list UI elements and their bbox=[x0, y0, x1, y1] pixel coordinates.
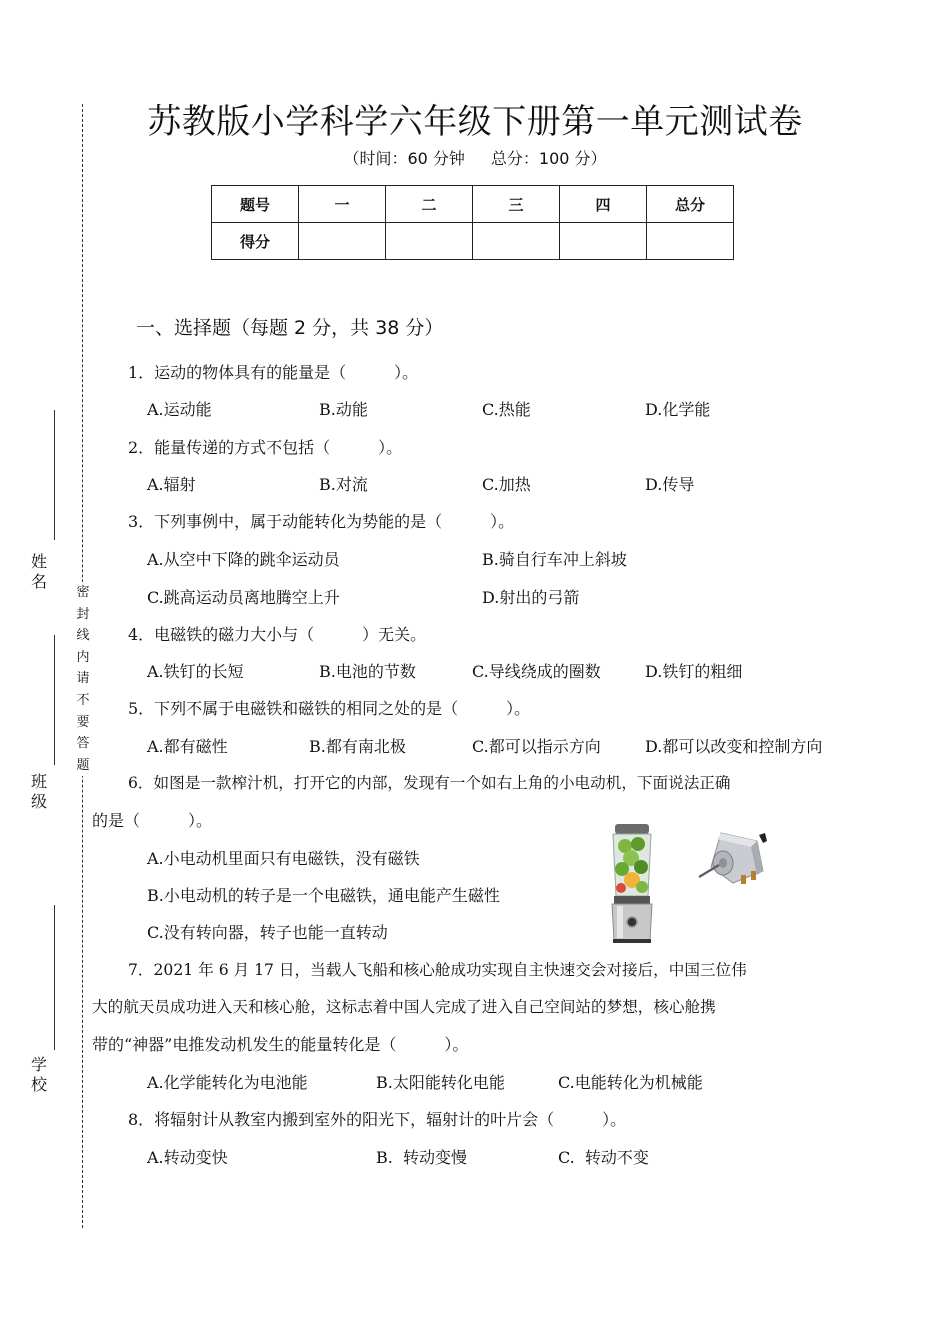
name-field-line[interactable] bbox=[54, 410, 55, 540]
question-5-option-a[interactable]: A.都有磁性 bbox=[147, 737, 228, 756]
score-input-cell[interactable] bbox=[299, 223, 386, 260]
question-2-option-c[interactable]: C.加热 bbox=[482, 475, 531, 494]
question-5-stem: 5．下列不属于电磁铁和磁铁的相同之处的是（ ）。 bbox=[128, 699, 531, 718]
question-2-option-b[interactable]: B.对流 bbox=[319, 475, 368, 494]
seal-char: 密 bbox=[76, 585, 90, 600]
question-4-option-d[interactable]: D.铁钉的粗细 bbox=[645, 662, 743, 681]
question-1-option-c[interactable]: C.热能 bbox=[482, 400, 531, 419]
question-5-option-d[interactable]: D.都可以改变和控制方向 bbox=[645, 737, 823, 756]
motor-bearing bbox=[719, 858, 727, 868]
question-3-option-a[interactable]: A.从空中下降的跳伞运动员 bbox=[147, 550, 340, 569]
question-1-option-b[interactable]: B.动能 bbox=[319, 400, 368, 419]
name-label bbox=[28, 552, 50, 592]
question-7-stem-line2: 大的航天员成功进入天和核心舱，这标志着中国人完成了进入自己空间站的梦想，核心舱携 bbox=[92, 998, 716, 1016]
seal-notice bbox=[74, 582, 92, 776]
question-1-option-d[interactable]: D.化学能 bbox=[645, 400, 711, 419]
question-5-option-b[interactable]: B.都有南北极 bbox=[309, 737, 406, 756]
score-table-header-cell: 题号 bbox=[212, 186, 299, 223]
juicer-collar bbox=[614, 896, 650, 904]
score-label-cell: 得分 bbox=[212, 223, 299, 260]
binding-margin bbox=[0, 0, 110, 1344]
exam-total: 总分：100 分） bbox=[490, 149, 607, 168]
question-7-stem-line1: 7．2021 年 6 月 17 日，当载人飞船和核心舱成功实现自主快速交会对接后，中国三位伟 bbox=[128, 961, 747, 979]
question-8-option-c[interactable]: C. 转动不变 bbox=[558, 1148, 649, 1167]
motor-terminal bbox=[741, 875, 746, 884]
seal-char: 线 bbox=[76, 628, 90, 644]
section-heading: 一、选择题（每题 2 分，共 38 分） bbox=[136, 317, 444, 339]
score-table-header-cell: 三 bbox=[473, 186, 560, 223]
question-8-option-b[interactable]: B. 转动变慢 bbox=[376, 1148, 468, 1167]
juicer-lid bbox=[615, 824, 649, 834]
motor-image bbox=[693, 827, 771, 893]
school-field-line[interactable] bbox=[54, 905, 55, 1050]
name-label-char: 姓 bbox=[30, 552, 47, 571]
juicer-image bbox=[605, 822, 661, 944]
fruit bbox=[634, 860, 648, 874]
question-6-option-a[interactable]: A.小电动机里面只有电磁铁，没有磁铁 bbox=[147, 849, 420, 868]
base-highlight bbox=[617, 906, 623, 938]
motor-terminal bbox=[751, 871, 756, 880]
question-3-option-d[interactable]: D.射出的弓箭 bbox=[482, 588, 580, 607]
question-7-option-a[interactable]: A.化学能转化为电池能 bbox=[147, 1073, 308, 1092]
name-label-char: 名 bbox=[30, 572, 47, 591]
question-4-option-b[interactable]: B.电池的节数 bbox=[319, 662, 416, 681]
question-7-option-b[interactable]: B.太阳能转化电能 bbox=[376, 1073, 505, 1092]
question-6-option-c[interactable]: C.没有转向器，转子也能一直转动 bbox=[147, 923, 388, 942]
seal-char: 答 bbox=[76, 736, 90, 752]
question-4-stem: 4．电磁铁的磁力大小与（ ）无关。 bbox=[128, 625, 427, 644]
school-label-char: 学 bbox=[30, 1055, 47, 1074]
score-input-cell[interactable] bbox=[560, 223, 647, 260]
question-6-option-b[interactable]: B.小电动机的转子是一个电磁铁，通电能产生磁性 bbox=[147, 886, 500, 905]
class-label-char: 班 bbox=[30, 772, 47, 791]
score-table-header-cell: 一 bbox=[299, 186, 386, 223]
school-label-char: 校 bbox=[30, 1075, 47, 1094]
exam-info bbox=[0, 146, 950, 169]
score-table-header-cell: 二 bbox=[386, 186, 473, 223]
score-table bbox=[211, 185, 734, 260]
question-2-option-d[interactable]: D.传导 bbox=[645, 475, 695, 494]
question-6-stem-line1: 6．如图是一款榨汁机，打开它的内部，发现有一个如右上角的小电动机，下面说法正确 bbox=[128, 774, 731, 792]
score-input-cell[interactable] bbox=[386, 223, 473, 260]
question-3-stem: 3．下列事例中，属于动能转化为势能的是（ ）。 bbox=[128, 512, 515, 531]
fruit bbox=[631, 837, 645, 851]
motor-brush-tab bbox=[759, 833, 767, 843]
question-1-stem: 1．运动的物体具有的能量是（ ）。 bbox=[128, 363, 419, 382]
seal-char: 要 bbox=[76, 714, 90, 730]
score-input-cell[interactable] bbox=[473, 223, 560, 260]
class-field-line[interactable] bbox=[54, 635, 55, 765]
juicer-button bbox=[627, 917, 637, 927]
score-table-header-cell: 总分 bbox=[647, 186, 734, 223]
question-3-option-c[interactable]: C.跳高运动员离地腾空上升 bbox=[147, 588, 340, 607]
question-8-stem: 8．将辐射计从教室内搬到室外的阳光下，辐射计的叶片会（ ）。 bbox=[128, 1110, 627, 1129]
question-4-option-a[interactable]: A.铁钉的长短 bbox=[147, 662, 244, 681]
seal-char: 不 bbox=[76, 692, 90, 708]
question-4-option-c[interactable]: C.导线绕成的圈数 bbox=[472, 662, 601, 681]
question-2-stem: 2．能量传递的方式不包括（ ）。 bbox=[128, 438, 403, 457]
question-1-option-a[interactable]: A.运动能 bbox=[147, 400, 212, 419]
question-8-option-a[interactable]: A.转动变快 bbox=[147, 1148, 228, 1167]
question-6-stem-line2: 的是（ ）。 bbox=[92, 811, 213, 830]
fruit bbox=[636, 881, 648, 893]
school-label bbox=[28, 1055, 50, 1095]
question-7-option-c[interactable]: C.电能转化为机械能 bbox=[558, 1073, 703, 1092]
question-5-option-c[interactable]: C.都可以指示方向 bbox=[472, 737, 601, 756]
class-label bbox=[28, 772, 50, 812]
seal-char: 封 bbox=[76, 606, 90, 622]
seal-char: 内 bbox=[76, 649, 90, 665]
question-3-option-b[interactable]: B.骑自行车冲上斜坡 bbox=[482, 550, 627, 569]
seal-char: 题 bbox=[76, 757, 90, 773]
question-7-stem-line3: 带的“神器”电推发动机发生的能量转化是（ ）。 bbox=[92, 1035, 469, 1054]
class-label-char: 级 bbox=[30, 792, 47, 811]
fruit bbox=[616, 883, 626, 893]
score-input-cell[interactable] bbox=[647, 223, 734, 260]
exam-time: （时间：60 分钟 bbox=[343, 149, 465, 168]
score-table-header-row bbox=[212, 186, 734, 223]
score-table-score-row bbox=[212, 223, 734, 260]
page-title: 苏教版小学科学六年级下册第一单元测试卷 bbox=[147, 102, 803, 142]
seal-char: 请 bbox=[76, 671, 90, 687]
question-2-option-a[interactable]: A.辐射 bbox=[147, 475, 196, 494]
score-table-header-cell: 四 bbox=[560, 186, 647, 223]
juicer-foot bbox=[613, 939, 651, 943]
